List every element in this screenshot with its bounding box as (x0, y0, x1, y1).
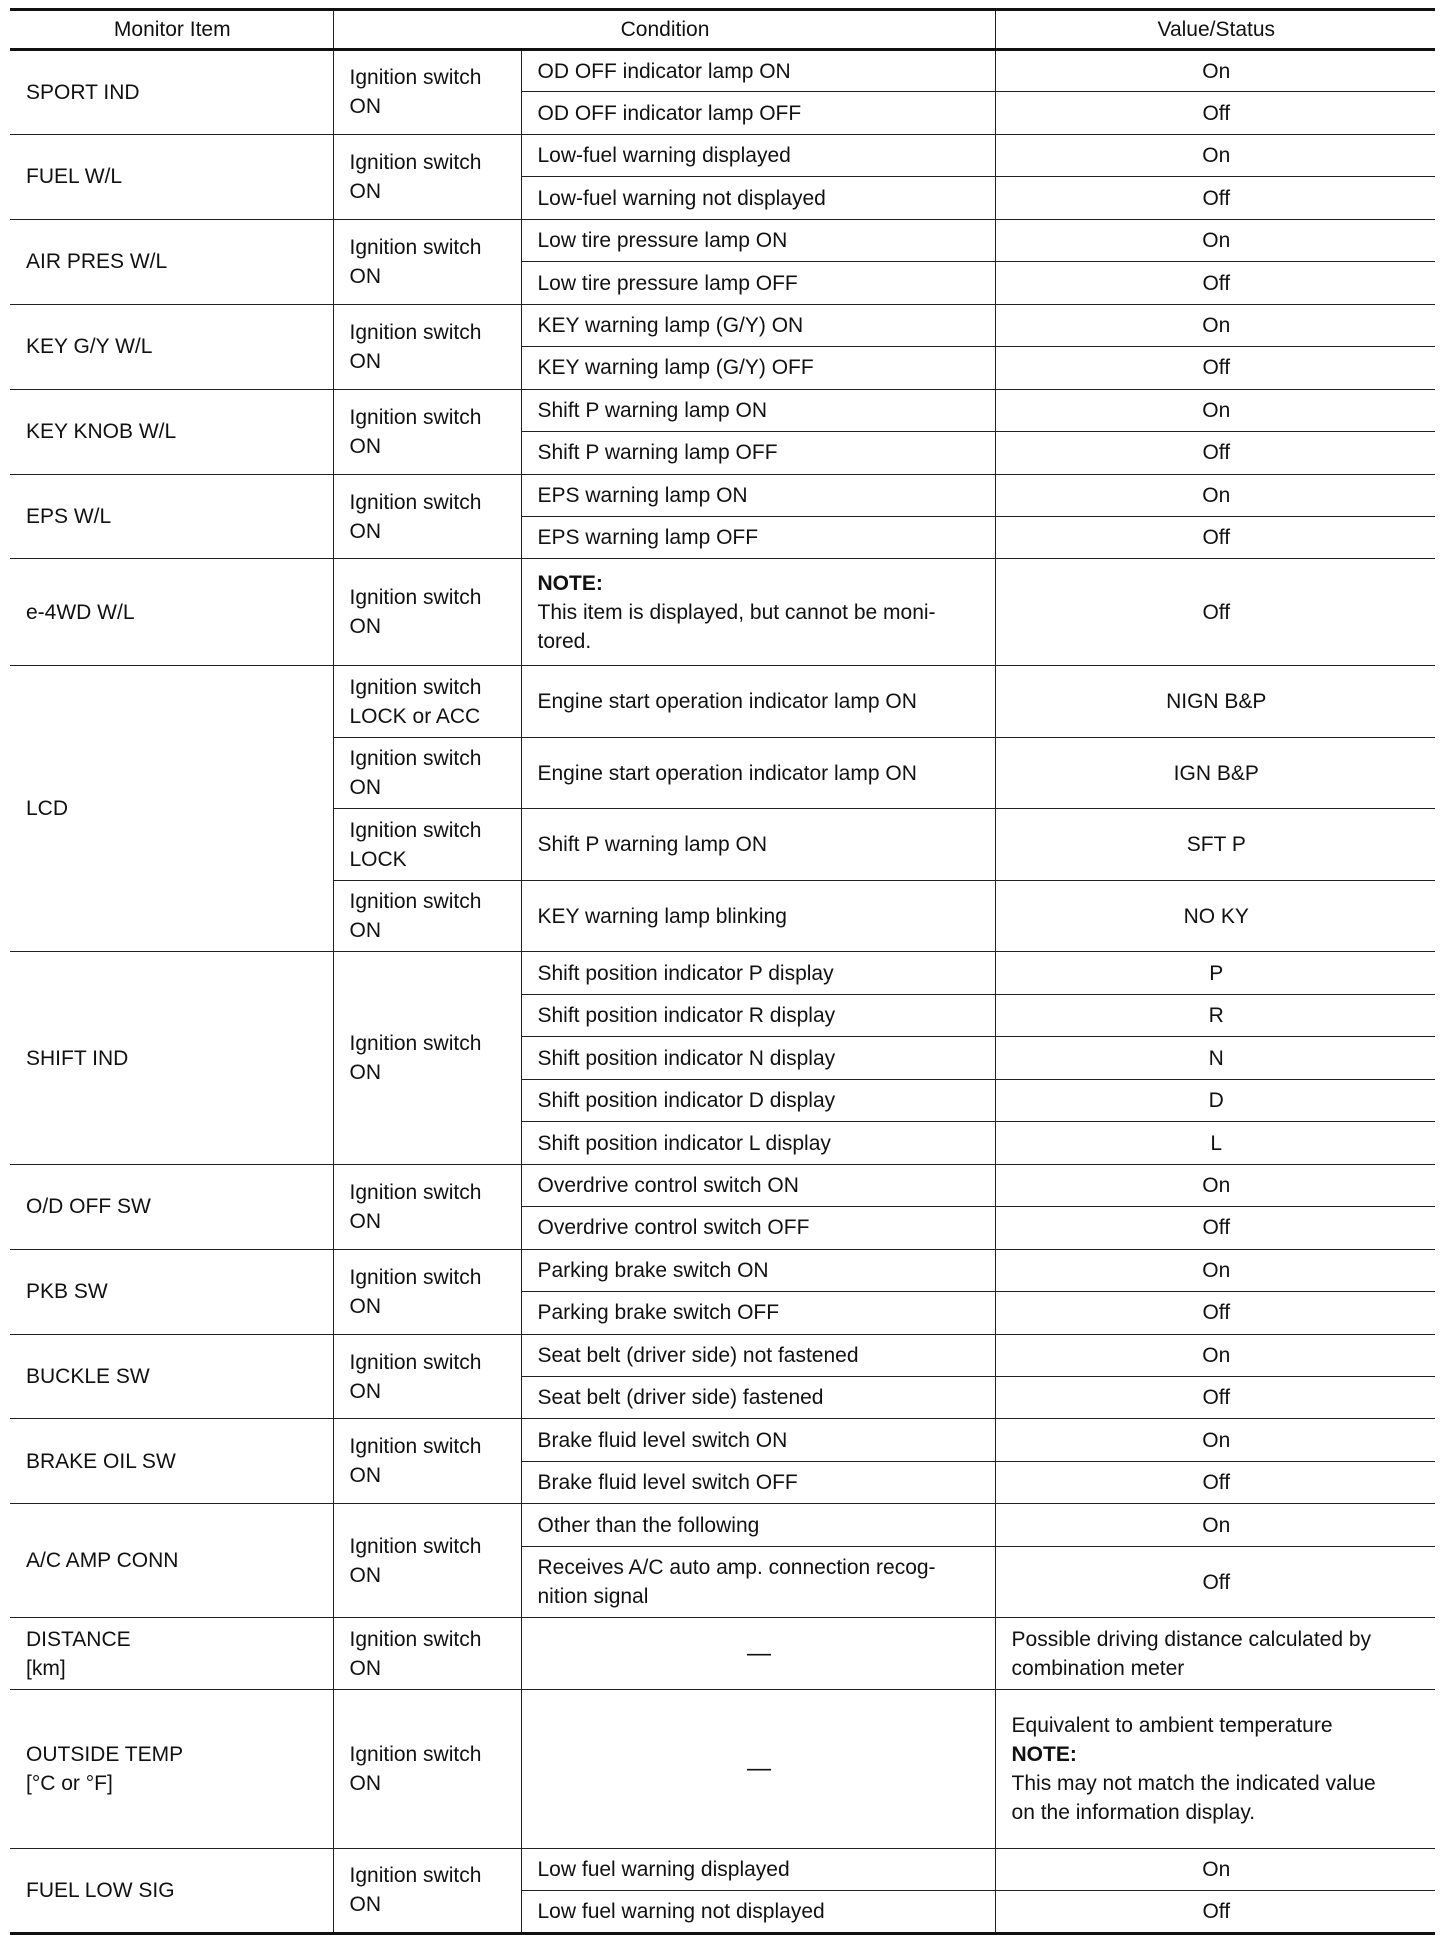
condition-detail: Parking brake switch OFF (521, 1292, 995, 1334)
monitor-item: LCD (10, 666, 333, 952)
value-status: Off (995, 347, 1435, 389)
table-row (10, 559, 1435, 666)
condition-detail: Brake fluid level switch OFF (521, 1461, 995, 1503)
value-status: On (995, 1848, 1435, 1890)
ignition-condition: Ignition switch ON (333, 880, 521, 952)
condition-detail: Shift position indicator D display (521, 1079, 995, 1121)
monitor-item: SPORT IND (10, 50, 333, 135)
table-row (10, 1504, 1435, 1546)
ignition-condition: Ignition switch ON (333, 1618, 521, 1690)
monitor-item: KEY KNOB W/L (10, 389, 333, 474)
ignition-condition: Ignition switch ON (333, 952, 521, 1164)
value-status: R (995, 994, 1435, 1036)
condition-detail: Shift P warning lamp OFF (521, 432, 995, 474)
condition-detail: Low tire pressure lamp OFF (521, 262, 995, 304)
ignition-condition: Ignition switch ON (333, 1689, 521, 1848)
table-row (10, 1164, 1435, 1206)
value-status: Off (995, 517, 1435, 559)
table-row (10, 474, 1435, 516)
ignition-condition: Ignition switch ON (333, 559, 521, 666)
condition-detail: Shift position indicator L display (521, 1122, 995, 1164)
table-row (10, 219, 1435, 261)
table-row (10, 50, 1435, 92)
condition-detail: OD OFF indicator lamp OFF (521, 92, 995, 134)
monitor-item: BUCKLE SW (10, 1334, 333, 1419)
condition-detail: KEY warning lamp blinking (521, 880, 995, 952)
header-value-status: Value/Status (995, 10, 1435, 50)
monitor-item: FUEL W/L (10, 134, 333, 219)
value-status: On (995, 1164, 1435, 1206)
value-status: Off (995, 1292, 1435, 1334)
value-status: On (995, 1504, 1435, 1546)
ignition-condition: Ignition switch ON (333, 304, 521, 389)
ignition-condition: Ignition switch LOCK or ACC (333, 666, 521, 738)
value-status: D (995, 1079, 1435, 1121)
table-row (10, 1618, 1435, 1690)
value-status: Off (995, 92, 1435, 134)
value-status: SFT P (995, 809, 1435, 881)
table-row (10, 1848, 1435, 1890)
value-status: Off (995, 177, 1435, 219)
ignition-condition: Ignition switch ON (333, 1249, 521, 1334)
monitor-item: KEY G/Y W/L (10, 304, 333, 389)
value-status: Off (995, 1891, 1435, 1934)
condition-detail: EPS warning lamp OFF (521, 517, 995, 559)
condition-detail: Engine start operation indicator lamp ON (521, 666, 995, 738)
condition-detail: Other than the following (521, 1504, 995, 1546)
table-row (10, 304, 1435, 346)
monitor-item: PKB SW (10, 1249, 333, 1334)
ignition-condition: Ignition switch ON (333, 474, 521, 559)
condition-note: NOTE: This item is displayed, but cannot be moni- tored. (521, 559, 995, 666)
value-status: NO KY (995, 880, 1435, 952)
ignition-condition: Ignition switch ON (333, 1334, 521, 1419)
condition-dash: — (521, 1689, 995, 1848)
condition-detail: Low fuel warning displayed (521, 1848, 995, 1890)
condition-detail: KEY warning lamp (G/Y) OFF (521, 347, 995, 389)
condition-detail: Low-fuel warning displayed (521, 134, 995, 176)
condition-detail: Shift P warning lamp ON (521, 389, 995, 431)
monitor-item: EPS W/L (10, 474, 333, 559)
value-status: On (995, 1249, 1435, 1291)
value-status: NIGN B&P (995, 666, 1435, 738)
table-row (10, 952, 1435, 994)
condition-detail: Low tire pressure lamp ON (521, 219, 995, 261)
table-row (10, 1419, 1435, 1461)
value-status: On (995, 474, 1435, 516)
ignition-condition: Ignition switch ON (333, 219, 521, 304)
condition-detail: KEY warning lamp (G/Y) ON (521, 304, 995, 346)
condition-detail: Shift position indicator N display (521, 1037, 995, 1079)
condition-detail: Seat belt (driver side) not fastened (521, 1334, 995, 1376)
condition-detail: Overdrive control switch ON (521, 1164, 995, 1206)
value-status: IGN B&P (995, 737, 1435, 809)
condition-detail: Seat belt (driver side) fastened (521, 1377, 995, 1419)
value-status: On (995, 219, 1435, 261)
value-status: On (995, 1334, 1435, 1376)
monitor-item: OUTSIDE TEMP [°C or °F] (10, 1689, 333, 1848)
condition-detail: Brake fluid level switch ON (521, 1419, 995, 1461)
value-status: P (995, 952, 1435, 994)
condition-detail: Parking brake switch ON (521, 1249, 995, 1291)
value-status: Off (995, 1546, 1435, 1618)
condition-detail: Engine start operation indicator lamp ON (521, 737, 995, 809)
value-status: Off (995, 1207, 1435, 1249)
table-row (10, 1689, 1435, 1848)
table-header-row (10, 10, 1435, 50)
ignition-condition: Ignition switch ON (333, 737, 521, 809)
header-condition: Condition (333, 10, 995, 50)
condition-detail: Shift position indicator P display (521, 952, 995, 994)
ignition-condition: Ignition switch ON (333, 1848, 521, 1933)
monitor-item-table (10, 8, 1435, 1935)
table-row (10, 666, 1435, 738)
ignition-condition: Ignition switch ON (333, 50, 521, 135)
value-status: Off (995, 262, 1435, 304)
value-status: On (995, 134, 1435, 176)
monitor-item: FUEL LOW SIG (10, 1848, 333, 1933)
value-status: Equivalent to ambient temperature NOTE: This may not match the indicated value on the information display. (995, 1689, 1435, 1848)
condition-detail: Receives A/C auto amp. connection recog- nition signal (521, 1546, 995, 1618)
monitor-item: O/D OFF SW (10, 1164, 333, 1249)
table-row (10, 389, 1435, 431)
ignition-condition: Ignition switch ON (333, 134, 521, 219)
ignition-condition: Ignition switch ON (333, 389, 521, 474)
condition-detail: Overdrive control switch OFF (521, 1207, 995, 1249)
value-status: Off (995, 559, 1435, 666)
value-status: On (995, 304, 1435, 346)
value-status: On (995, 50, 1435, 92)
condition-detail: OD OFF indicator lamp ON (521, 50, 995, 92)
condition-detail: Low-fuel warning not displayed (521, 177, 995, 219)
note-label: NOTE: (537, 571, 603, 595)
value-status: Off (995, 1461, 1435, 1503)
header-monitor-item: Monitor Item (10, 10, 333, 50)
condition-detail: Shift P warning lamp ON (521, 809, 995, 881)
value-status: Off (995, 432, 1435, 474)
condition-detail: Low fuel warning not displayed (521, 1891, 995, 1934)
monitor-item: A/C AMP CONN (10, 1504, 333, 1618)
value-status: Off (995, 1377, 1435, 1419)
ignition-condition: Ignition switch ON (333, 1164, 521, 1249)
condition-detail: Shift position indicator R display (521, 994, 995, 1036)
monitor-item: e-4WD W/L (10, 559, 333, 666)
table-row (10, 134, 1435, 176)
note-label: NOTE: (1011, 1742, 1077, 1766)
monitor-item: DISTANCE [km] (10, 1618, 333, 1690)
monitor-item: BRAKE OIL SW (10, 1419, 333, 1504)
table-row (10, 1249, 1435, 1291)
value-status: On (995, 389, 1435, 431)
value-status: N (995, 1037, 1435, 1079)
monitor-item: SHIFT IND (10, 952, 333, 1164)
condition-detail: EPS warning lamp ON (521, 474, 995, 516)
condition-dash: — (521, 1618, 995, 1690)
ignition-condition: Ignition switch ON (333, 1419, 521, 1504)
value-status: On (995, 1419, 1435, 1461)
ignition-condition: Ignition switch LOCK (333, 809, 521, 881)
ignition-condition: Ignition switch ON (333, 1504, 521, 1618)
table-row (10, 1334, 1435, 1376)
value-status: L (995, 1122, 1435, 1164)
monitor-item: AIR PRES W/L (10, 219, 333, 304)
value-status: Possible driving distance calculated by combination meter (995, 1618, 1435, 1690)
